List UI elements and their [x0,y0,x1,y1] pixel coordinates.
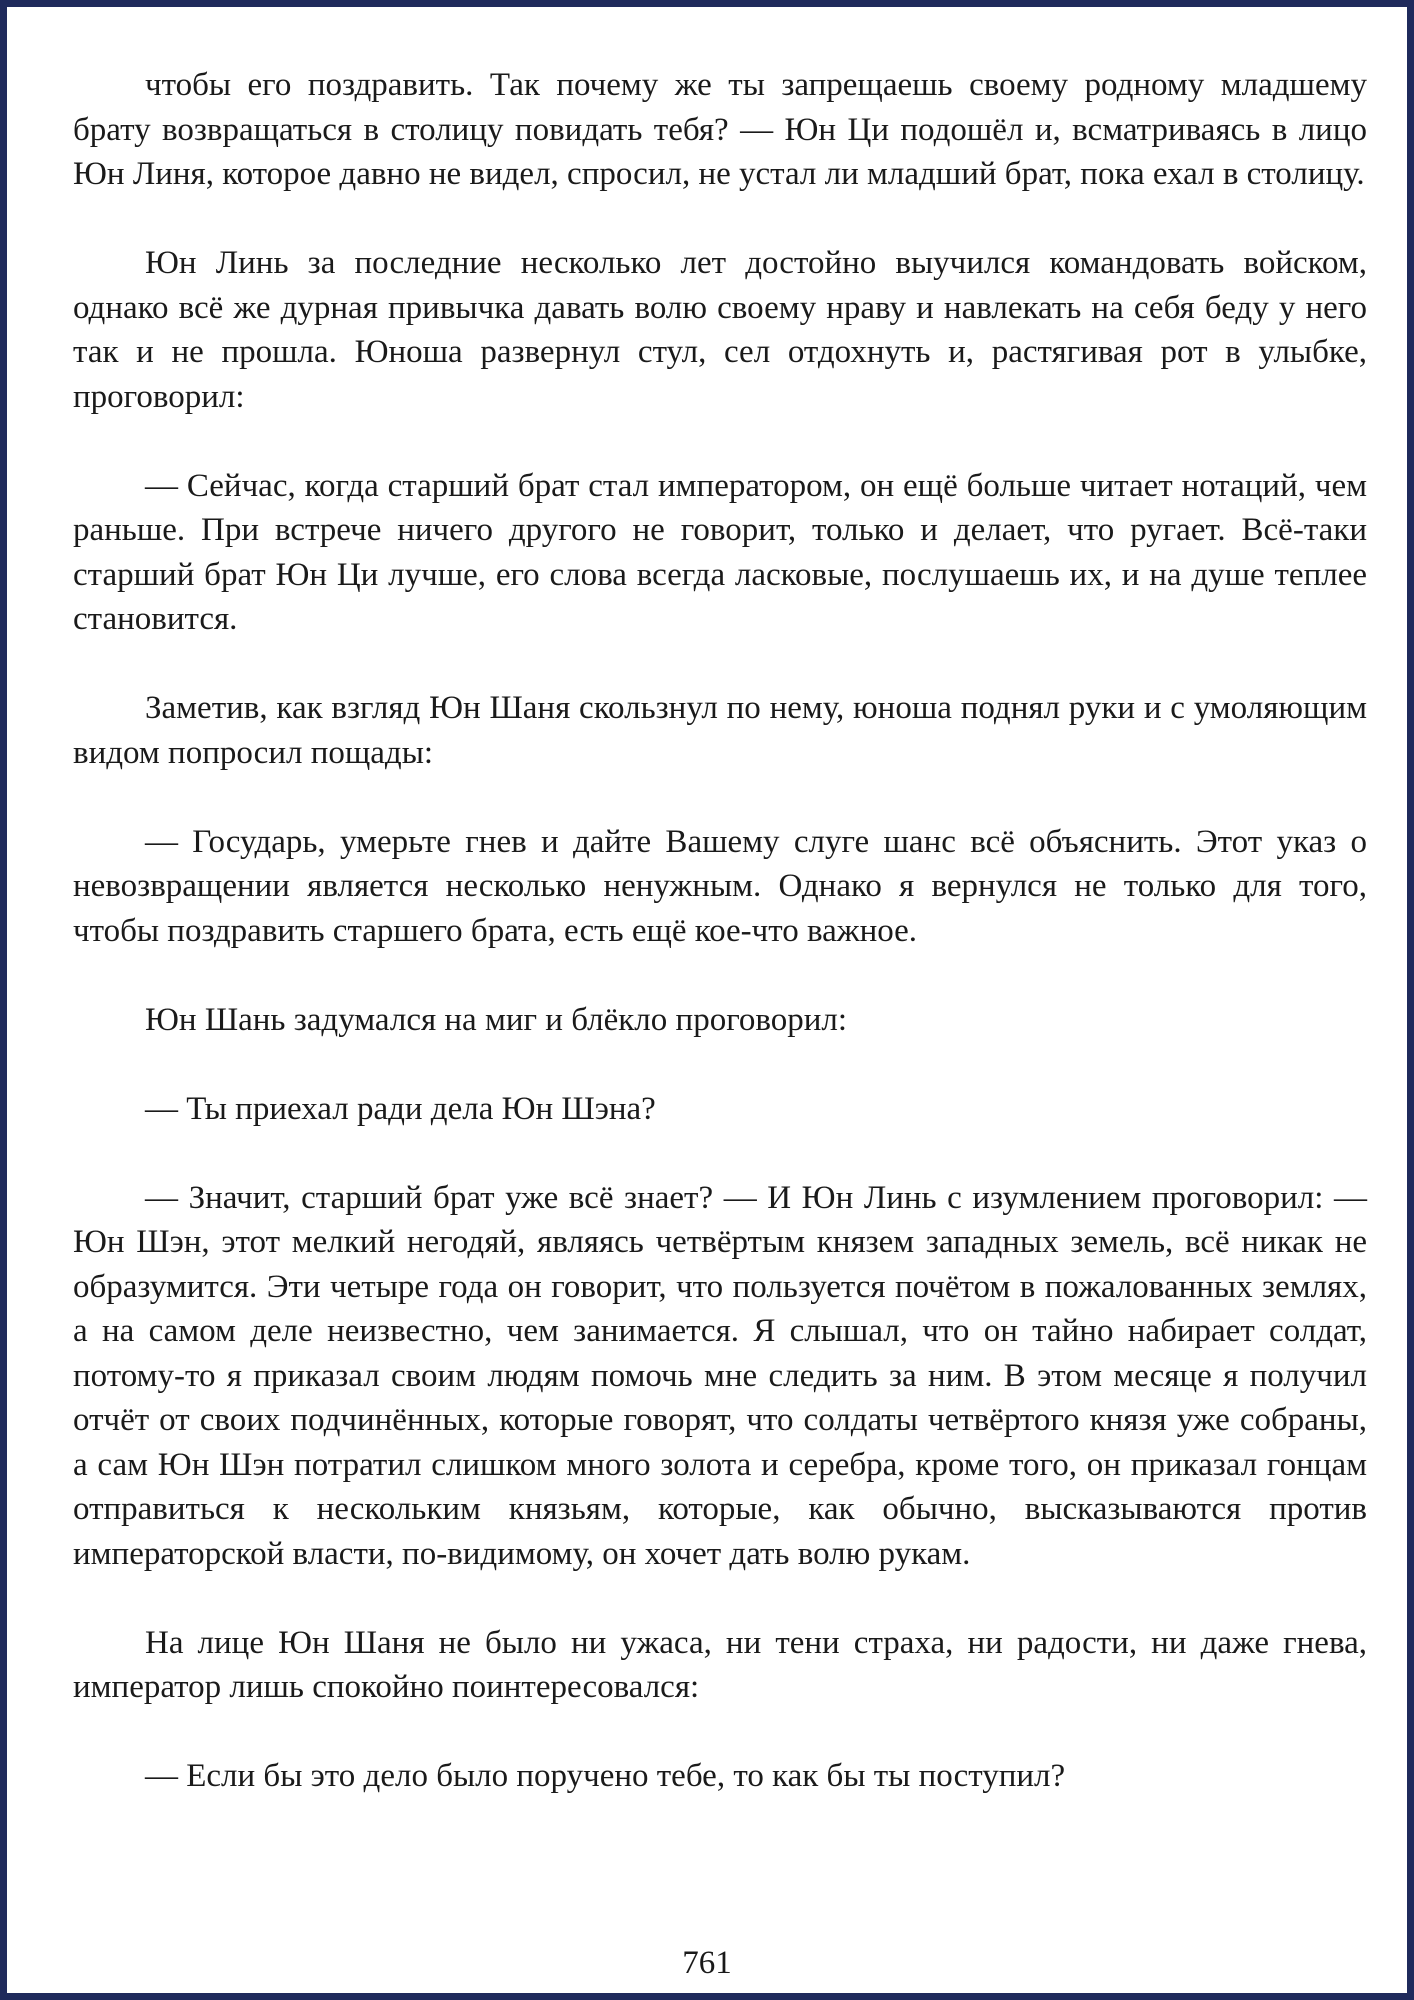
paragraph-4: Заметив, как взгляд Юн Шаня скользнул по нему, юноша поднял руки и с умоляющим видом попросил пощады: [73,690,1367,771]
paragraph-6: Юн Шань задумался на миг и блёкло проговорил: [145,1001,848,1038]
paragraph-7: — Ты приехал ради дела Юн Шэна? [145,1090,656,1127]
paragraph-8: — Значит, старший брат уже всё знает? — И Юн Линь с изумлением проговорил: — Юн Шэн, этот мелкий негодяй, являясь четвёртым князем западных земель, всё никак не образумится. Эти четыре года он говорит, что пользуется почётом в пожалованных землях, а на самом деле неизвестно, чем занимается. Я слышал, что он тайно набирает солдат, потому-то я приказал своим людям помочь мне следить за ним. В этом месяце я получил отчёт от своих подчинённых, которые говорят, что солдаты четвёртого князя уже собраны, а сам Юн Шэн потратил слишком много золота и серебра, кроме того, он приказал гонцам отправиться к нескольким князьям, которые, как обычно, высказываются против императорской власти, по-видимому, он хочет дать волю рукам. [73,1179,1367,1572]
paragraph-5: — Государь, умерьте гнев и дайте Вашему слуге шанс всё объяснить. Этот указ о невозвращении является несколько ненужным. Однако я вернулся не только для того, чтобы поздравить старшего брата, есть ещё кое-что важное. [73,823,1367,949]
paragraph-9: На лице Юн Шаня не было ни ужаса, ни тени страха, ни радости, ни даже гнева, император лишь спокойно поинтересовался: [73,1624,1367,1705]
paragraph-10: — Если бы это дело было поручено тебе, то как бы ты поступил? [145,1758,1066,1794]
paragraph-1: чтобы его поздравить. Так почему же ты запрещаешь своему родному младшему брату возвращаться в столицу повидать тебя? — Юн Ци подошёл и, всматриваясь в лицо Юн Линя, которое давно не видел, спросил, не устал ли младший брат, пока ехал в столицу. [73,67,1367,192]
paragraph-3: — Сейчас, когда старший брат стал императором, он ещё больше читает нотаций, чем раньше. При встрече ничего другого не говорит, только и делает, что ругает. Всё-таки старший брат Юн Ци лучше, его слова всегда ласковые, послушаешь их, и на душе теплее становится. [73,467,1367,637]
paragraph-2: Юн Линь за последние несколько лет достойно выучился командовать войском, однако всё же дурная привычка давать волю своему нраву и навлекать на себя беду у него так и не прошла. Юноша развернул стул, сел отдохнуть и, растягивая рот в улыбке, проговорил: [73,245,1367,415]
page-number: 761 [682,1945,732,1981]
text-body [73,63,1367,1843]
